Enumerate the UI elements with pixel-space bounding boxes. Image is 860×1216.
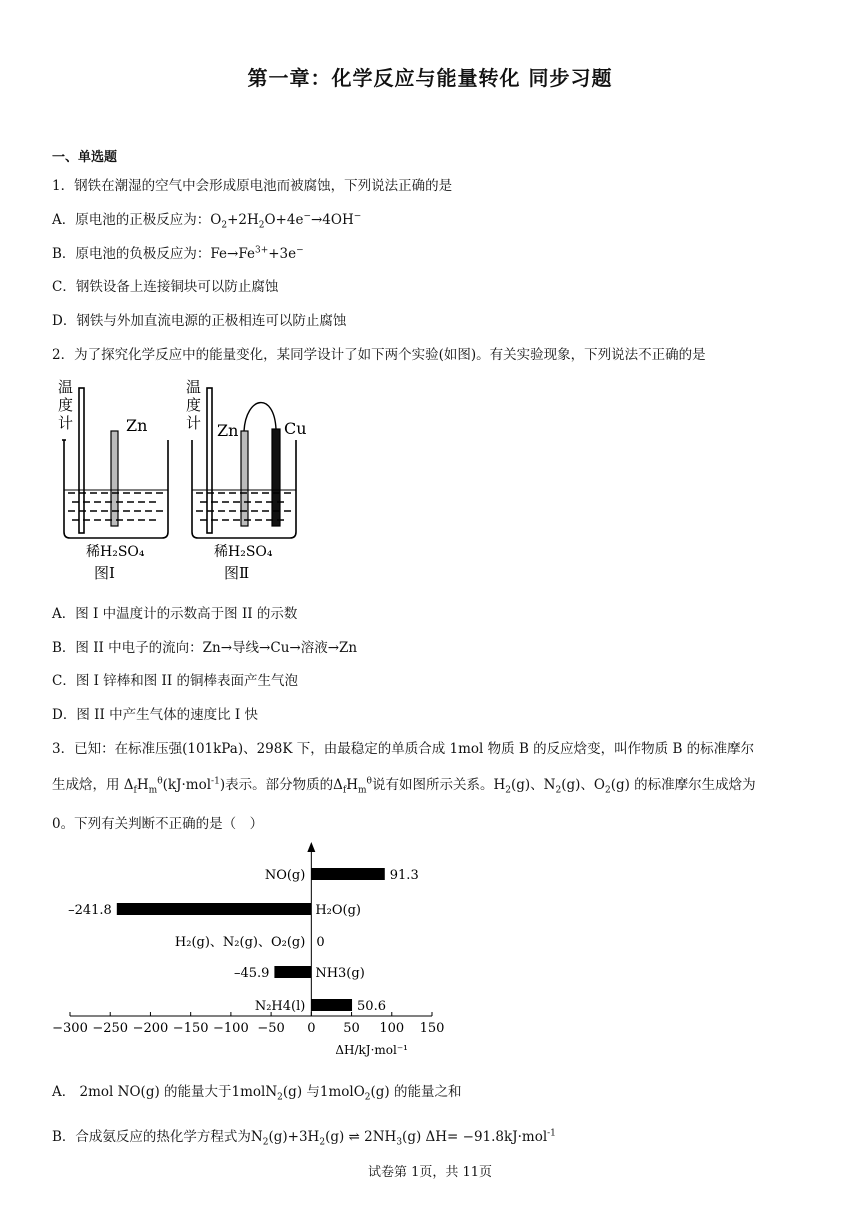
page-title: 第一章：化学反应与能量转化 同步习题 xyxy=(247,66,613,90)
x-tick-label: −50 xyxy=(257,1021,285,1036)
q3-option-a: A． 2mol NO(g) 的能量大于1molN$_2$(g) 与1molO$_2$(g) 的能量之和 xyxy=(52,1084,462,1103)
x-tick-label: −100 xyxy=(213,1021,249,1036)
svg-text:Zn: Zn xyxy=(126,416,148,435)
x-tick-label: −150 xyxy=(172,1021,209,1036)
q2-stem: 2．为了探究化学反应中的能量变化，某同学设计了如下两个实验(如图)。有关实验现象，下列说法不正确的是 xyxy=(52,347,706,363)
svg-text:度: 度 xyxy=(58,396,74,414)
bar xyxy=(311,999,352,1011)
q3-line-1: 3．已知：在标准压强(101kPa)、298K 下，由最稳定的单质合成 1mol 物质 B 的反应焓变，叫作物质 B 的标准摩尔 xyxy=(52,741,755,757)
enthalpy-bar-chart xyxy=(52,838,452,1064)
q2-option-d: D．图 II 中产生气体的速度比 I 快 xyxy=(52,707,258,723)
bar xyxy=(117,903,312,915)
page-footer: 试卷第 1页，共 11页 xyxy=(367,1165,493,1180)
q3-line-2: 生成焓，用 $\Delta_fH_m^\theta(kJ\cdot mol^{-1})$表示。部分物质的$\Delta_fH_m^\theta$说有如图所示关系。$H_2(g)$、$N_2(g)$、$O_2(g)$ 的标准摩尔生成焓为 xyxy=(52,776,756,796)
svg-text:计: 计 xyxy=(58,414,74,432)
svg-text:Cu: Cu xyxy=(284,419,307,438)
q1-stem: 1．钢铁在潮湿的空气中会形成原电池而被腐蚀，下列说法正确的是 xyxy=(52,178,453,194)
q2-option-b: B．图 II 中电子的流向：Zn→导线→Cu→溶液→Zn xyxy=(52,640,358,656)
q3-line-3: 0。下列有关判断不正确的是（ ） xyxy=(52,816,264,832)
x-tick-label: 150 xyxy=(419,1021,445,1036)
figure-1-caption: 图Ⅰ xyxy=(94,564,115,582)
svg-text:计: 计 xyxy=(186,414,202,432)
figure-1-solution-label: 稀H₂SO₄ xyxy=(86,544,145,560)
section-heading: 一、单选题 xyxy=(52,150,118,165)
value-label: –241.8 xyxy=(68,903,112,918)
x-tick-label: 50 xyxy=(343,1021,360,1036)
y-axis-arrow xyxy=(307,842,315,852)
value-label: 91.3 xyxy=(389,868,419,883)
x-tick-label: −200 xyxy=(132,1021,169,1036)
q3-option-b: B．合成氨反应的热化学方程式为$N_2(g)+3H_2(g)$ ⇌ $2NH_3(g)$ ΔH= −91.8kJ·mol$^{-1}$ xyxy=(52,1128,556,1148)
svg-text:温: 温 xyxy=(186,378,202,396)
category-label: N₂H4(l) xyxy=(254,999,306,1014)
svg-text:温: 温 xyxy=(58,378,74,396)
bar xyxy=(311,868,384,880)
q1-option-c: C．钢铁设备上连接铜块可以防止腐蚀 xyxy=(52,279,279,295)
category-label: NO(g) xyxy=(264,868,306,883)
x-tick-label: 100 xyxy=(379,1021,405,1036)
figure-2-beaker xyxy=(186,378,307,582)
q1-option-b: B．原电池的负极反应为：$Fe\to Fe^{3+}+3e^-$ xyxy=(52,245,304,262)
figure-1-beaker xyxy=(58,378,168,582)
bar xyxy=(274,966,311,978)
q2-option-c: C．图 I 锌棒和图 II 的铜棒表面产生气泡 xyxy=(52,673,298,689)
q1-option-d: D．钢铁与外加直流电源的正极相连可以防止腐蚀 xyxy=(52,313,347,329)
value-label: 0 xyxy=(316,935,325,950)
figure-2-solution-label: 稀H₂SO₄ xyxy=(214,544,273,560)
value-label: 50.6 xyxy=(357,999,386,1014)
svg-text:Zn: Zn xyxy=(217,421,239,440)
q1-option-a: A．原电池的正极反应为：$O_2+2H_2O+4e^-\to 4OH^-$ xyxy=(52,211,362,231)
value-label: –45.9 xyxy=(233,966,270,981)
category-label: H₂O(g) xyxy=(315,903,362,918)
figure-2-caption: 图Ⅱ xyxy=(224,564,250,582)
x-tick-label: 0 xyxy=(307,1021,316,1036)
svg-text:度: 度 xyxy=(186,396,202,414)
x-tick-label: −250 xyxy=(92,1021,129,1036)
x-axis-label: ΔH/kJ·mol⁻¹ xyxy=(335,1043,408,1057)
category-label: NH3(g) xyxy=(315,966,365,981)
category-label: H₂(g)、N₂(g)、O₂(g) xyxy=(174,935,306,950)
x-tick-label: −300 xyxy=(52,1021,88,1036)
experiment-figure xyxy=(56,376,316,586)
q2-option-a: A．图 I 中温度计的示数高于图 II 的示数 xyxy=(52,606,298,622)
